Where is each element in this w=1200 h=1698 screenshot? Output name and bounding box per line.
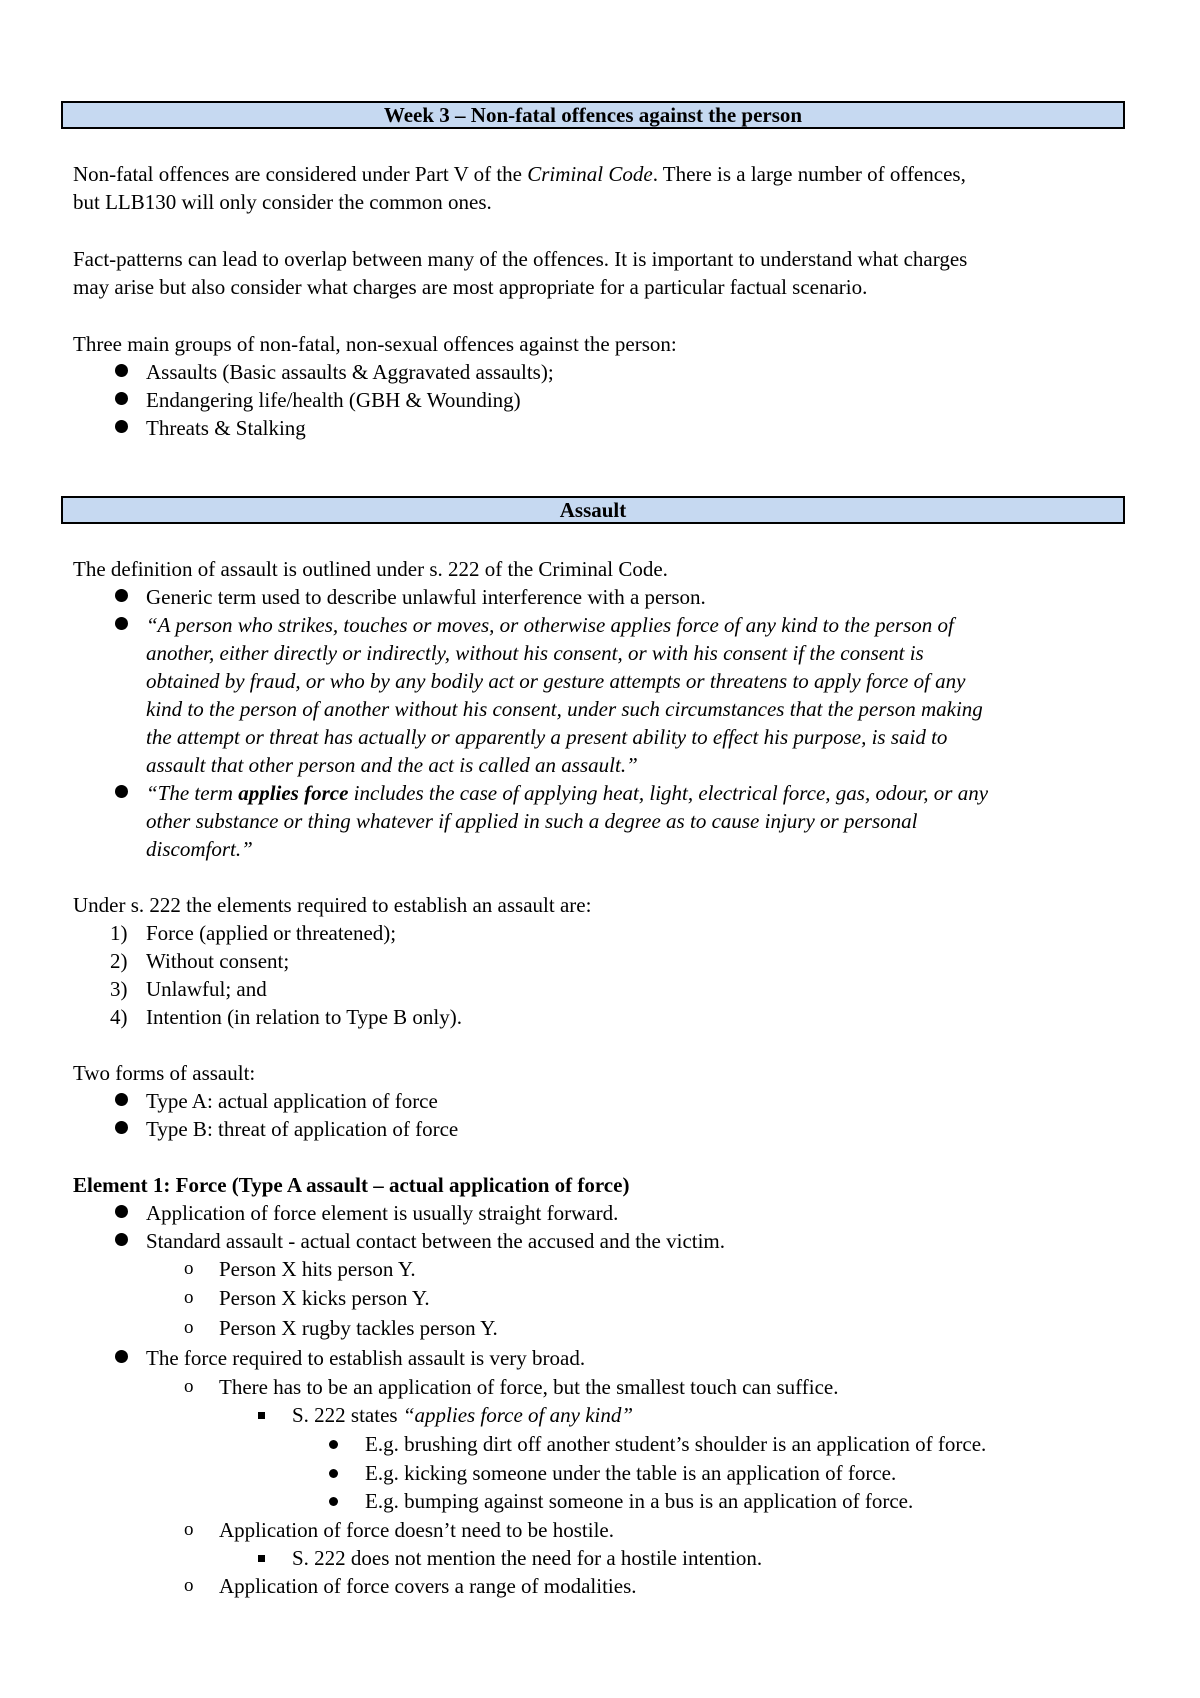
- s222-states-a: S. 222 states: [292, 1403, 403, 1427]
- s222-quote-line3: obtained by fraud, or who by any bodily act or gesture attempts or threatens to apply force of any: [146, 669, 966, 693]
- eg-bumping-bus: E.g. bumping against someone in a bus is an application of force.: [365, 1489, 914, 1513]
- intro-text-a: Non-fatal offences are considered under Part V of the: [73, 162, 528, 186]
- intro-text-b: . There is a large number of offences,: [652, 162, 966, 186]
- element-item-intention: Intention (in relation to Type B only).: [146, 1005, 463, 1029]
- elements-lead: Under s. 222 the elements required to establish an assault are:: [73, 893, 592, 917]
- element1-bullet-straightforward: Application of force element is usually straight forward.: [146, 1201, 619, 1225]
- modalities-point: Application of force covers a range of modalities.: [219, 1574, 637, 1598]
- element1-bullet-broad: The force required to establish assault is very broad.: [146, 1346, 586, 1370]
- element1-bullet-standard: Standard assault - actual contact between the accused and the victim.: [146, 1229, 726, 1253]
- element-item-force: Force (applied or threatened);: [146, 921, 397, 945]
- bullet-dot: [115, 1093, 128, 1106]
- hollow-bullet: o: [184, 1519, 194, 1540]
- square-bullet: [258, 1555, 265, 1562]
- no-hostile-intention: S. 222 does not mention the need for a hostile intention.: [292, 1546, 763, 1570]
- smallest-touch-point: There has to be an application of force, but the smallest touch can suffice.: [219, 1375, 839, 1399]
- s222-quote-line1: “A person who strikes, touches or moves, or otherwise applies force of any kind to the person of: [146, 613, 954, 637]
- intro-paragraph-line1: [73, 160, 1133, 188]
- bullet-dot: [329, 1469, 338, 1478]
- s222-quote-line4: kind to the person of another without his consent, under such circumstances that the person making: [146, 697, 983, 721]
- eg-kicking-under-table: E.g. kicking someone under the table is an application of force.: [365, 1461, 897, 1485]
- bullet-dot: [115, 1205, 128, 1218]
- list-number: 3): [110, 977, 128, 1001]
- forms-lead: Two forms of assault:: [73, 1061, 256, 1085]
- hollow-bullet: o: [184, 1317, 194, 1338]
- group-item-assaults: Assaults (Basic assaults & Aggravated assaults);: [146, 360, 554, 384]
- example-kicks: Person X kicks person Y.: [219, 1286, 430, 1310]
- s222-quote-line2: another, either directly or indirectly, without his consent, or with his consent if the consent is: [146, 641, 924, 665]
- group-item-endangering: Endangering life/health (GBH & Wounding): [146, 388, 521, 412]
- s222-quote-line5: the attempt or threat has actually or apparently a present ability to effect his purpose, is said to: [146, 725, 948, 749]
- bullet-dot: [329, 1497, 338, 1506]
- definition-lead: The definition of assault is outlined under s. 222 of the Criminal Code.: [73, 557, 668, 581]
- bullet-dot: [115, 364, 128, 377]
- list-number: 4): [110, 1005, 128, 1029]
- applies-force-quote-line1: [146, 779, 1200, 807]
- s222-quote-line6: assault that other person and the act is called an assault.”: [146, 753, 638, 777]
- assault-header: Assault: [61, 496, 1125, 524]
- eg-brushing-dirt: E.g. brushing dirt off another student’s shoulder is an application of force.: [365, 1432, 987, 1456]
- applies-force-quote-b: includes the case of applying heat, light, electrical force, gas, odour, or any: [348, 781, 989, 805]
- list-number: 2): [110, 949, 128, 973]
- bullet-dot: [115, 589, 128, 602]
- bullet-dot: [329, 1440, 338, 1449]
- example-tackles: Person X rugby tackles person Y.: [219, 1316, 498, 1340]
- hollow-bullet: o: [184, 1376, 194, 1397]
- applies-force-quote-a: “The term: [146, 781, 239, 805]
- bullet-dot: [115, 392, 128, 405]
- list-number: 1): [110, 921, 128, 945]
- bullet-dot: [115, 420, 128, 433]
- group-item-threats: Threats & Stalking: [146, 416, 306, 440]
- hollow-bullet: o: [184, 1575, 194, 1596]
- groups-lead: Three main groups of non-fatal, non-sexual offences against the person:: [73, 332, 677, 356]
- overlap-paragraph-line1: Fact-patterns can lead to overlap between many of the offences. It is important to understand what charges: [73, 247, 968, 271]
- s222-states-quote: “applies force of any kind”: [402, 1403, 634, 1427]
- element-item-consent: Without consent;: [146, 949, 290, 973]
- intro-paragraph-line2: but LLB130 will only consider the common ones.: [73, 190, 492, 214]
- definition-generic-term: Generic term used to describe unlawful interference with a person.: [146, 585, 706, 609]
- hollow-bullet: o: [184, 1258, 194, 1279]
- overlap-paragraph-line2: may arise but also consider what charges are most appropriate for a particular factual scenario.: [73, 275, 868, 299]
- element-item-unlawful: Unlawful; and: [146, 977, 267, 1001]
- applies-force-quote-line3: discomfort.”: [146, 837, 253, 861]
- week-header: Week 3 – Non-fatal offences against the person: [61, 101, 1125, 129]
- s222-states: [292, 1401, 1200, 1429]
- form-type-b: Type B: threat of application of force: [146, 1117, 459, 1141]
- bullet-dot: [115, 1121, 128, 1134]
- bullet-dot: [115, 617, 128, 630]
- applies-force-term: applies force: [238, 781, 349, 805]
- hollow-bullet: o: [184, 1287, 194, 1308]
- bullet-dot: [115, 785, 128, 798]
- square-bullet: [258, 1412, 265, 1419]
- example-hits: Person X hits person Y.: [219, 1257, 416, 1281]
- element1-heading: Element 1: Force (Type A assault – actual application of force): [73, 1173, 630, 1197]
- applies-force-quote-line2: other substance or thing whatever if applied in such a degree as to cause injury or personal: [146, 809, 918, 833]
- not-hostile-point: Application of force doesn’t need to be hostile.: [219, 1518, 615, 1542]
- bullet-dot: [115, 1233, 128, 1246]
- form-type-a: Type A: actual application of force: [146, 1089, 438, 1113]
- criminal-code-ref: Criminal Code: [527, 162, 653, 186]
- bullet-dot: [115, 1350, 128, 1363]
